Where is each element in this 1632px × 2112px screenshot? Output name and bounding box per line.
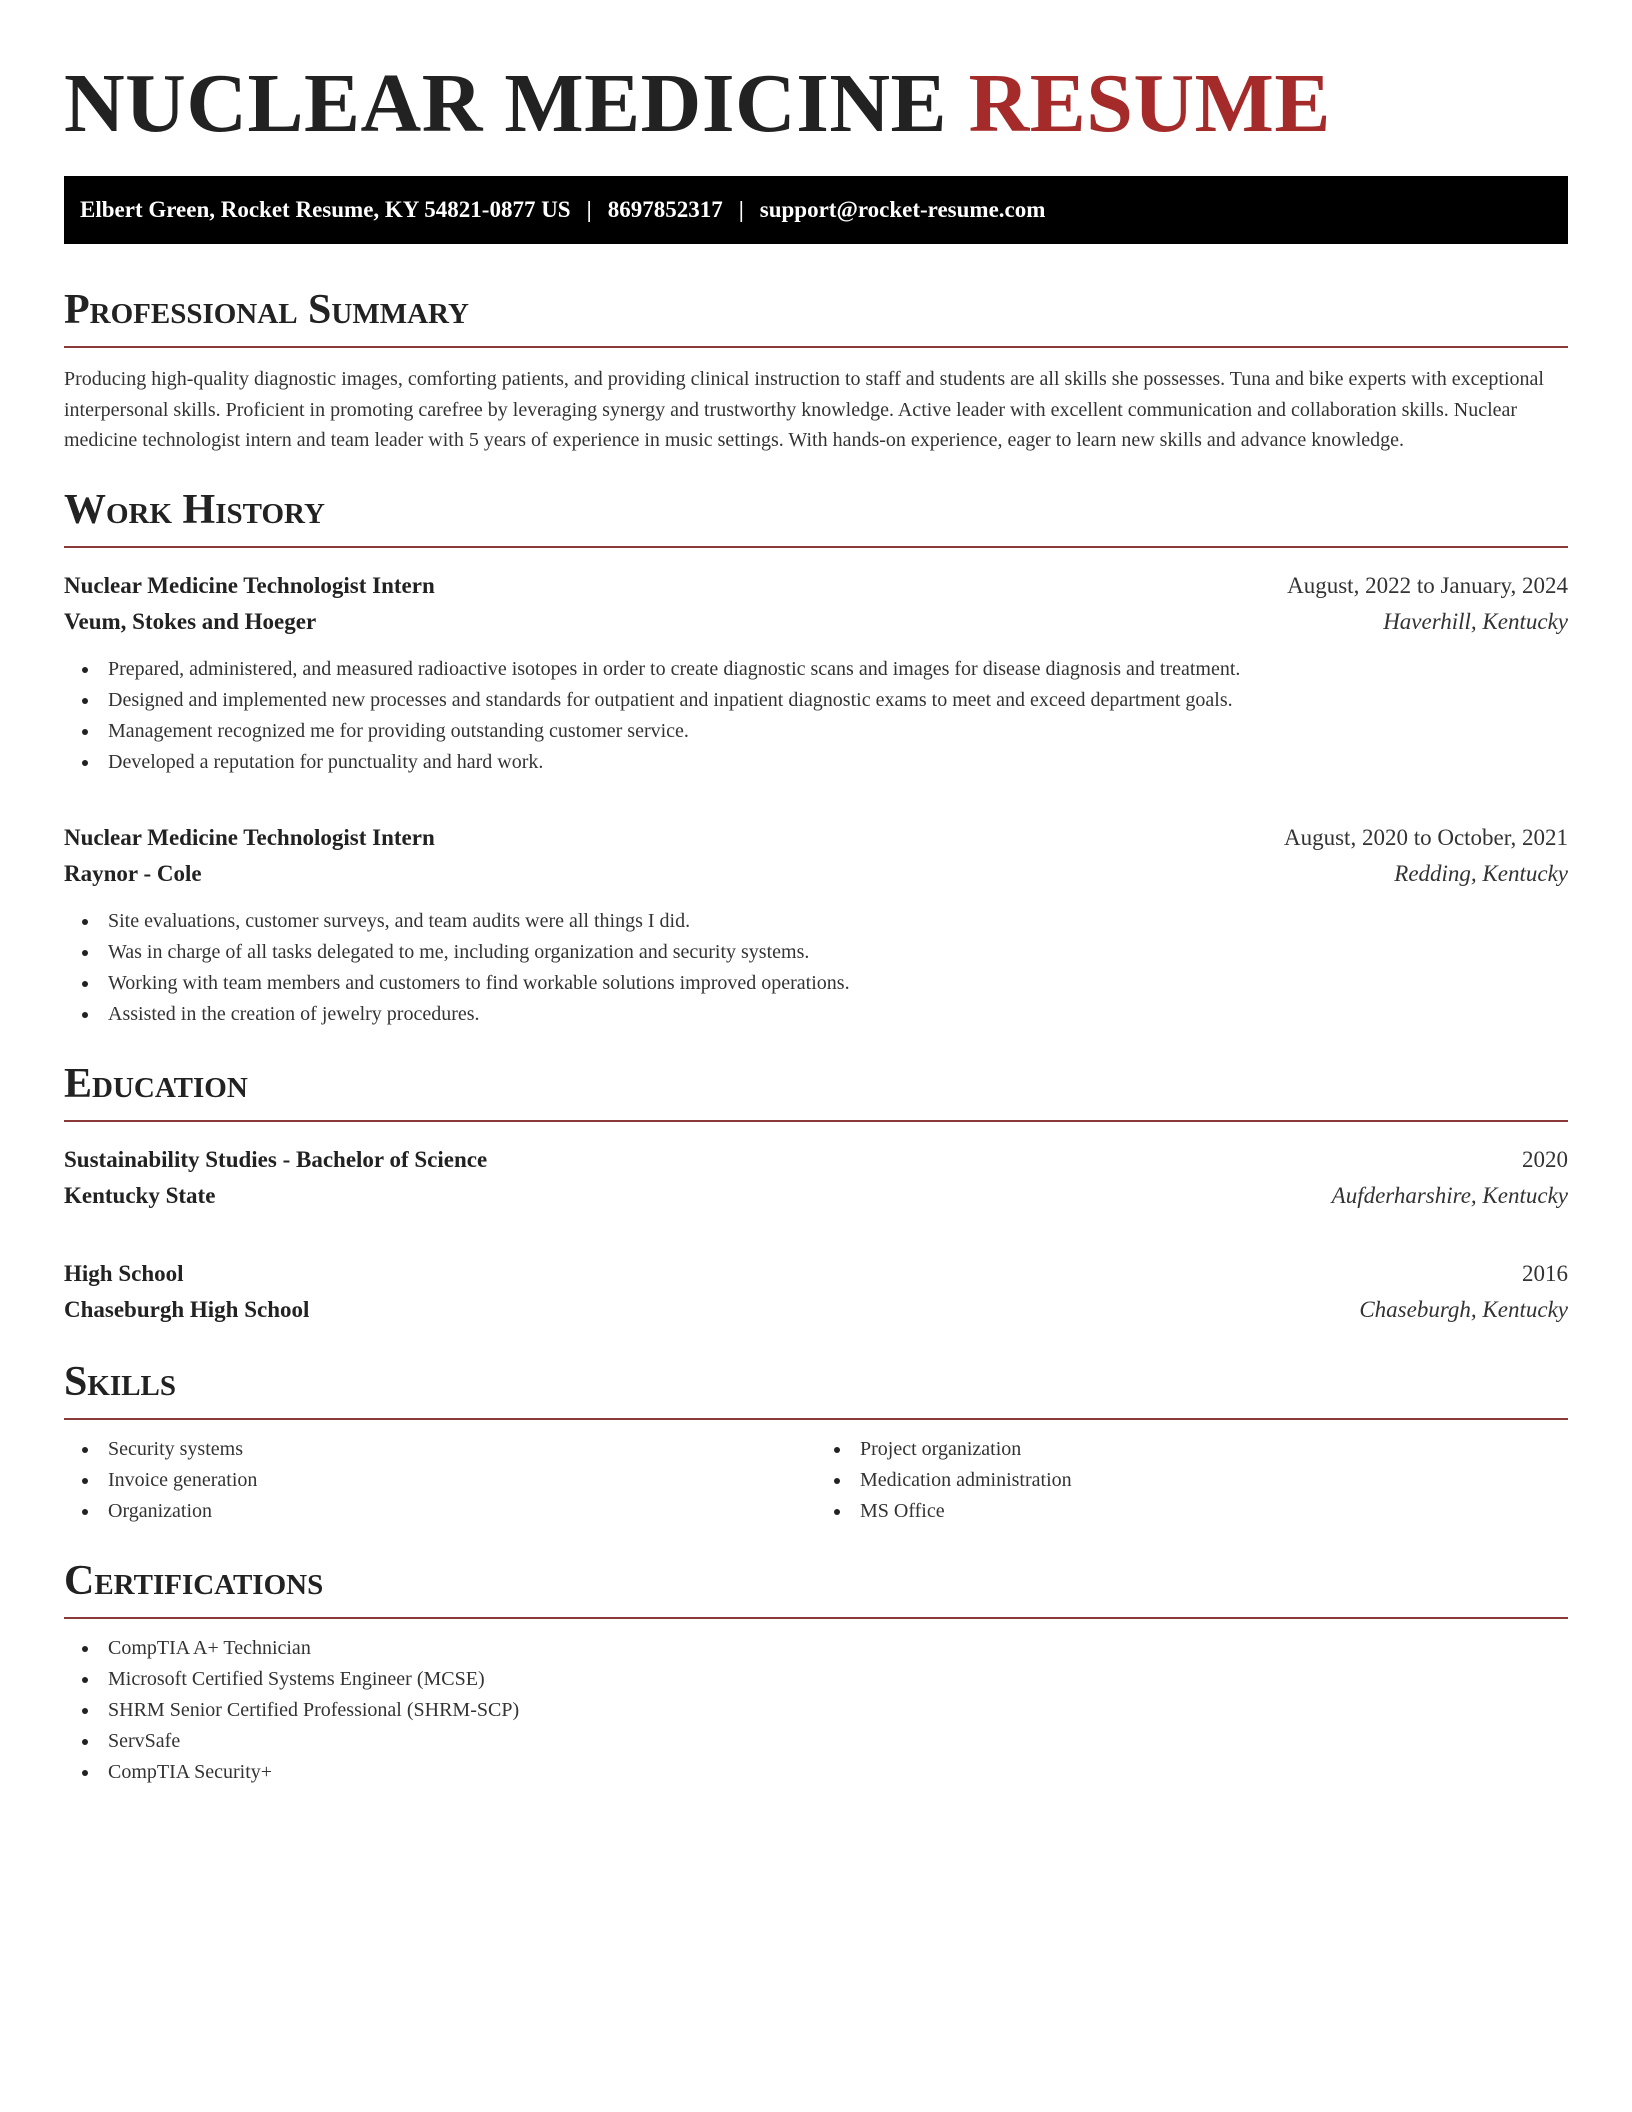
list-item: Invoice generation — [82, 1465, 816, 1496]
school-location: Aufderharshire, Kentucky — [1331, 1182, 1568, 1208]
education-heading: Education — [64, 1060, 248, 1107]
title-main: NUCLEAR MEDICINE — [64, 57, 948, 150]
work-entry-subheader — [64, 604, 1568, 640]
list-item: Site evaluations, customer surveys, and team audits were all things I did. — [82, 906, 1568, 937]
contact-separator: | — [586, 197, 592, 222]
contact-bar — [64, 176, 1568, 244]
graduation-year: 2020 — [1522, 1146, 1568, 1172]
list-item: Assisted in the creation of jewelry procedures. — [82, 999, 1568, 1030]
school-name: Chaseburgh High School — [64, 1296, 310, 1322]
list-item: Management recognized me for providing outstanding customer service. — [82, 716, 1568, 747]
contact-phone[interactable]: 8697852317 — [607, 197, 723, 222]
job-dates: August, 2020 to October, 2021 — [1284, 824, 1568, 850]
graduation-year: 2016 — [1522, 1260, 1568, 1286]
school-location: Chaseburgh, Kentucky — [1359, 1296, 1568, 1322]
education-entry-subheader — [64, 1178, 1568, 1214]
job-dates: August, 2022 to January, 2024 — [1287, 572, 1568, 598]
job-title: Nuclear Medicine Technologist Intern — [64, 824, 435, 850]
skills-list-right — [816, 1434, 1568, 1527]
company-name: Raynor - Cole — [64, 860, 202, 886]
work-entry-header — [64, 820, 1568, 856]
degree-name: Sustainability Studies - Bachelor of Science — [64, 1146, 488, 1172]
list-item: CompTIA Security+ — [82, 1757, 1568, 1788]
contact-address: Elbert Green, Rocket Resume, KY 54821-0877 US — [80, 197, 571, 222]
education-entry-subheader — [64, 1292, 1568, 1328]
certifications-list — [64, 1633, 1568, 1788]
job-duties-list — [64, 654, 1568, 778]
list-item: Prepared, administered, and measured radioactive isotopes in order to create diagnostic scans and images for disease diagnosis and treatment. — [82, 654, 1568, 685]
degree-name: High School — [64, 1260, 184, 1286]
certifications-heading: Certifications — [64, 1557, 324, 1604]
job-location: Redding, Kentucky — [1394, 860, 1568, 886]
summary-heading: Professional Summary — [64, 287, 469, 333]
education-entry — [64, 1142, 1568, 1214]
contact-separator: | — [738, 197, 744, 222]
list-item: ServSafe — [82, 1726, 1568, 1757]
school-name: Kentucky State — [64, 1182, 216, 1208]
education-entry-header — [64, 1256, 1568, 1292]
job-title: Nuclear Medicine Technologist Intern — [64, 572, 435, 598]
list-item: MS Office — [834, 1496, 1568, 1527]
list-item: Security systems — [82, 1434, 816, 1465]
job-duties-list — [64, 906, 1568, 1030]
section-divider — [64, 546, 1568, 548]
list-item: Designed and implemented new processes and standards for outpatient and inpatient diagnostic exams to meet and exceed department goals. — [82, 685, 1568, 716]
work-entry-subheader — [64, 856, 1568, 892]
list-item: Project organization — [834, 1434, 1568, 1465]
list-item: Developed a reputation for punctuality and hard work. — [82, 747, 1568, 778]
resume-title — [64, 56, 1568, 152]
work-entry — [64, 820, 1568, 1030]
contact-email[interactable]: support@rocket-resume.com — [759, 197, 1046, 222]
skills-list-left — [64, 1434, 816, 1527]
work-history-heading: Work History — [64, 486, 325, 533]
summary-text: Producing high-quality diagnostic images, comforting patients, and providing clinical instruction to staff and students are all skills she possesses. Tuna and bike experts with exceptional interpersonal skills. Proficient in promoting carefree by leveraging synergy and trustworthy knowledge. Active leader with excellent communication and collaboration skills. Nuclear medicine technologist intern and team leader with 5 years of experience in music settings. With hands-on experience, eager to learn new skills and advance knowledge. — [64, 368, 1544, 451]
list-item: SHRM Senior Certified Professional (SHRM-SCP) — [82, 1695, 1568, 1726]
list-item: Organization — [82, 1496, 816, 1527]
education-entry-header — [64, 1142, 1568, 1178]
list-item: Working with team members and customers to find workable solutions improved operations. — [82, 968, 1568, 999]
work-entry — [64, 568, 1568, 778]
list-item: Microsoft Certified Systems Engineer (MCSE) — [82, 1664, 1568, 1695]
company-name: Veum, Stokes and Hoeger — [64, 608, 317, 634]
title-accent: RESUME — [968, 57, 1331, 150]
list-item: Medication administration — [834, 1465, 1568, 1496]
section-divider — [64, 1418, 1568, 1420]
section-divider — [64, 1617, 1568, 1619]
job-location: Haverhill, Kentucky — [1383, 608, 1568, 634]
list-item: Was in charge of all tasks delegated to me, including organization and security systems. — [82, 937, 1568, 968]
list-item: CompTIA A+ Technician — [82, 1633, 1568, 1664]
section-divider — [64, 1120, 1568, 1122]
skills-heading: Skills — [64, 1358, 177, 1405]
work-entry-header — [64, 568, 1568, 604]
education-entry — [64, 1256, 1568, 1328]
skills-grid — [64, 1434, 1568, 1527]
section-divider — [64, 346, 1568, 348]
